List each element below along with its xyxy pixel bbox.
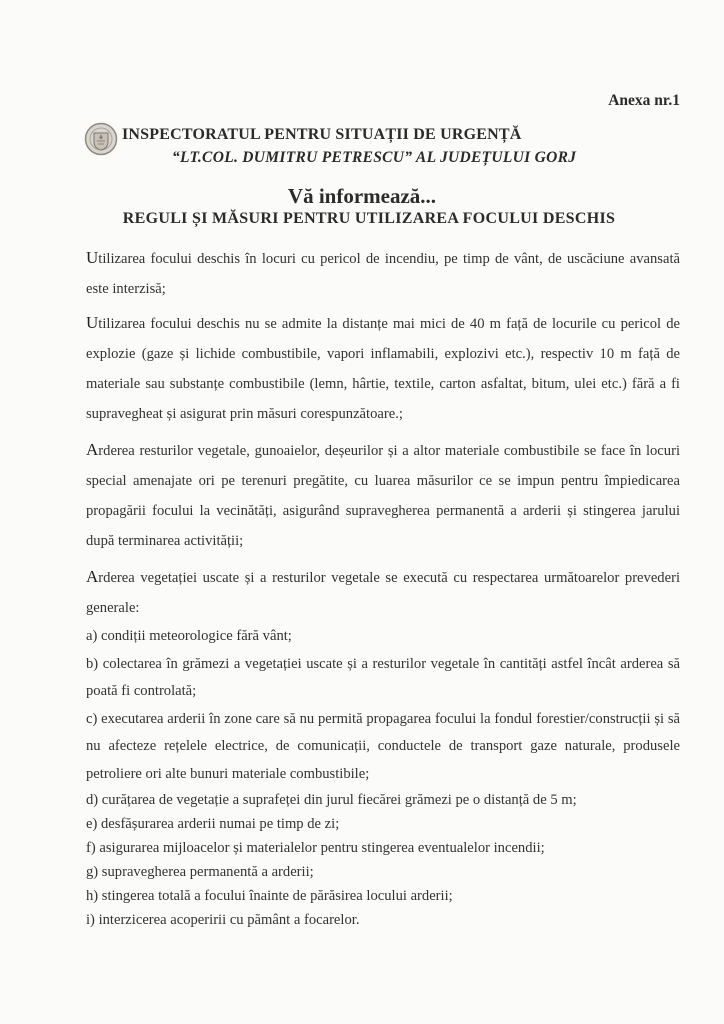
coat-of-arms-icon bbox=[84, 122, 118, 156]
paragraph-text: tilizarea focului deschis în locuri cu pericol de incendiu, pe timp de vânt, de uscăciune avansată este interzisă; bbox=[86, 251, 680, 297]
paragraph bbox=[86, 435, 680, 556]
list-item: g) supravegherea permanentă a arderii; bbox=[86, 864, 314, 880]
page-title: Vă informează... bbox=[287, 184, 437, 208]
organization-subname: “LT.COL. DUMITRU PETRESCU” AL JUDEȚULUI GORJ bbox=[172, 149, 577, 166]
document-body bbox=[86, 243, 680, 932]
paragraph bbox=[86, 562, 680, 623]
list-item: h) stingerea totală a focului înainte de părăsirea locului arderii; bbox=[86, 888, 453, 904]
paragraph bbox=[86, 308, 680, 429]
paragraph-initial: A bbox=[86, 567, 99, 586]
list-item: e) desfășurarea arderii numai pe timp de zi; bbox=[86, 816, 340, 832]
annex-label: Anexa nr.1 bbox=[608, 92, 680, 109]
list-item: b) colectarea în grămezi a vegetației uscate și a resturilor vegetale în cantități astfel încât arderea să poată fi controlată; bbox=[86, 655, 680, 699]
list-item: a) condiții meteorologice fără vânt; bbox=[86, 628, 292, 644]
paragraph-initial: U bbox=[86, 313, 99, 332]
paragraph-text: rderea vegetației uscate și a resturilor vegetale se execută cu respectarea următoarelor prevederi generale: bbox=[86, 570, 680, 616]
paragraph bbox=[86, 243, 680, 304]
page-subtitle: REGULI ȘI MĂSURI PENTRU UTILIZAREA FOCULUI DESCHIS bbox=[122, 210, 616, 227]
organization-name: INSPECTORATUL PENTRU SITUAȚII DE URGENȚĂ bbox=[122, 126, 522, 143]
list-item: c) executarea arderii în zone care să nu permită propagarea focului la fondul forestier/construcții și să nu afecteze rețelele electrice, de comunicații, conductele de transport gaze naturale, produsele petroliere ori alte bunuri materiale combustibile; bbox=[86, 710, 680, 782]
paragraph-text: rderea resturilor vegetale, gunoaielor, deșeurilor și a altor materiale combustibile se face în locuri special amenajate ori pe terenuri pregătite, cu luarea măsurilor ce se impun pentru împiedicarea propagării focului la vecinătăți, asigurând supravegherea permanentă a arderii și stingerea jarului după terminarea activității; bbox=[86, 443, 680, 549]
paragraph-initial: U bbox=[86, 248, 99, 267]
list-item: d) curățarea de vegetație a suprafeței din jurul fiecărei grămezi pe o distanță de 5 m; bbox=[86, 792, 577, 808]
paragraph-initial: A bbox=[86, 440, 99, 459]
list-item: f) asigurarea mijloacelor și materialelor pentru stingerea eventualelor incendii; bbox=[86, 840, 545, 856]
paragraph-text: tilizarea focului deschis nu se admite la distanțe mai mici de 40 m față de locurile cu pericol de explozie (gaze și lichide combustibile, vapori inflamabili, explozivi etc.), respectiv 10 m față de materiale sau substanțe combustibile (lemn, hârtie, textile, carton asfaltat, bitum, ulei etc.) fără a fi supravegheat și asigurat prin măsuri corespunzătoare.; bbox=[86, 316, 680, 422]
list-item: i) interzicerea acoperirii cu pământ a focarelor. bbox=[86, 912, 360, 928]
